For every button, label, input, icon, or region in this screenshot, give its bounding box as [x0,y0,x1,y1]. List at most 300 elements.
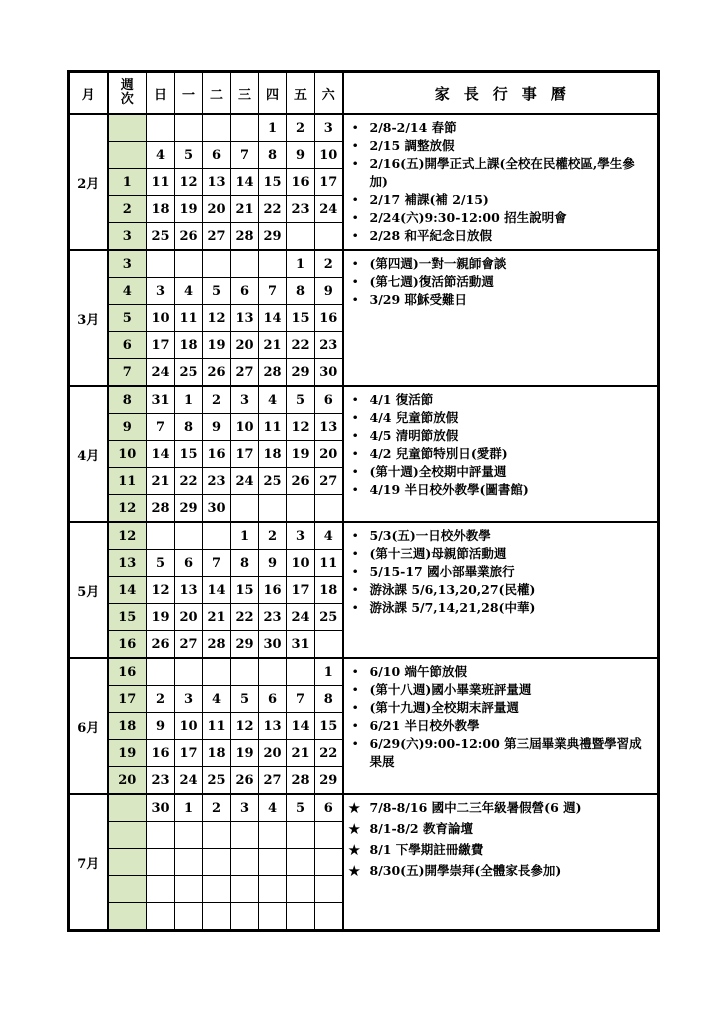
day-cell [259,903,287,931]
day-cell: 25 [315,604,343,631]
day-cell [315,822,343,849]
day-cell: 13 [175,577,203,604]
day-cell [203,822,231,849]
day-cell: 13 [203,169,231,196]
week-number: 2 [108,196,147,223]
day-cell: 6 [315,386,343,414]
day-cell: 4 [147,142,175,169]
week-number [108,903,147,931]
week-number: 5 [108,305,147,332]
week-number: 12 [108,522,147,550]
day-cell: 12 [175,169,203,196]
day-cell [231,849,259,876]
week-number: 12 [108,495,147,523]
day-cell: 4 [203,686,231,713]
day-cell: 13 [259,713,287,740]
day-cell: 15 [175,441,203,468]
day-cell [231,250,259,278]
day-cell: 25 [147,223,175,251]
week-row [69,794,659,822]
day-header-thu: 四 [259,72,287,115]
event-item: • 5/15-17 國小部畢業旅行 [348,563,654,581]
day-cell [175,876,203,903]
day-cell: 22 [287,332,315,359]
day-cell: 2 [315,250,343,278]
day-cell: 3 [147,278,175,305]
day-cell: 2 [147,686,175,713]
day-cell [147,250,175,278]
event-list [348,527,654,617]
day-cell: 27 [175,631,203,659]
day-cell: 13 [231,305,259,332]
week-number: 7 [108,359,147,387]
day-cell: 31 [147,386,175,414]
week-number [108,142,147,169]
month-label: 2月 [69,114,108,250]
day-cell: 18 [259,441,287,468]
day-cell [175,849,203,876]
month-column-header: 月 [69,72,108,115]
day-cell [287,903,315,931]
day-cell: 6 [203,142,231,169]
week-number: 19 [108,740,147,767]
week-number: 17 [108,686,147,713]
day-cell: 30 [147,794,175,822]
events-cell [343,386,659,522]
day-cell: 15 [287,305,315,332]
events-cell [343,114,659,250]
day-cell: 20 [175,604,203,631]
event-item: • 2/24(六)9:30-12:00 招生說明會 [348,209,654,227]
day-cell: 15 [315,713,343,740]
day-cell [259,658,287,686]
day-cell: 7 [287,686,315,713]
week-number: 11 [108,468,147,495]
month-label: 4月 [69,386,108,522]
month-label: 5月 [69,522,108,658]
day-cell: 5 [231,686,259,713]
event-item: • 6/10 端午節放假 [348,663,654,681]
day-cell: 17 [175,740,203,767]
week-row [69,386,659,414]
day-cell: 27 [315,468,343,495]
day-cell: 6 [175,550,203,577]
day-cell: 14 [203,577,231,604]
month-block [69,794,659,931]
events-cell [343,522,659,658]
day-cell: 9 [259,550,287,577]
day-cell: 25 [175,359,203,387]
week-header-top: 週 [120,78,134,93]
week-row [69,250,659,278]
day-cell: 20 [259,740,287,767]
day-cell: 10 [287,550,315,577]
week-number [108,849,147,876]
day-cell [287,223,315,251]
day-cell [203,849,231,876]
day-cell: 8 [259,142,287,169]
event-item: • 4/4 兒童節放假 [348,409,654,427]
day-cell: 27 [231,359,259,387]
day-cell: 10 [147,305,175,332]
day-cell: 14 [287,713,315,740]
week-column-header [108,72,147,115]
day-cell: 30 [259,631,287,659]
day-cell: 18 [203,740,231,767]
event-item: • 2/16(五)開學正式上課(全校在民權校區,學生參加) [348,155,654,191]
day-cell: 8 [315,686,343,713]
day-cell [147,114,175,142]
event-item: • 2/15 調整放假 [348,137,654,155]
event-list [348,799,654,880]
day-cell: 9 [287,142,315,169]
events-column-header: 家長行事曆 [343,72,659,115]
day-cell: 6 [231,278,259,305]
day-cell: 24 [175,767,203,795]
day-cell: 1 [175,386,203,414]
month-label: 7月 [69,794,108,931]
day-cell: 23 [147,767,175,795]
day-cell: 13 [315,414,343,441]
day-cell: 5 [287,386,315,414]
event-item: • 4/2 兒童節特別日(愛群) [348,445,654,463]
day-cell [175,903,203,931]
day-cell [147,822,175,849]
day-cell [175,250,203,278]
week-number: 16 [108,658,147,686]
day-cell: 11 [315,550,343,577]
day-cell: 11 [259,414,287,441]
day-cell: 22 [231,604,259,631]
day-cell: 30 [203,495,231,523]
day-cell: 12 [147,577,175,604]
event-item: • (第十九週)全校期末評量週 [348,699,654,717]
week-number [108,794,147,822]
day-cell: 1 [231,522,259,550]
event-item: ★ 7/8-8/16 國中二三年級暑假營(6 週) [348,799,654,817]
week-number [108,114,147,142]
day-cell [259,822,287,849]
week-number: 8 [108,386,147,414]
day-cell [315,876,343,903]
week-number: 10 [108,441,147,468]
day-cell: 16 [287,169,315,196]
day-cell: 18 [147,196,175,223]
day-cell: 3 [315,114,343,142]
day-cell: 1 [175,794,203,822]
day-cell: 20 [203,196,231,223]
event-item: • 4/5 清明節放假 [348,427,654,445]
day-cell [315,495,343,523]
day-cell [315,631,343,659]
day-cell [203,903,231,931]
event-item: • 4/19 半日校外教學(圖書館) [348,481,654,499]
week-row [69,114,659,142]
day-cell [259,849,287,876]
day-cell: 5 [175,142,203,169]
day-cell: 11 [203,713,231,740]
day-cell: 4 [259,386,287,414]
day-cell: 24 [231,468,259,495]
day-cell [315,223,343,251]
day-cell: 8 [287,278,315,305]
day-cell: 26 [231,767,259,795]
day-cell: 2 [203,794,231,822]
day-cell [231,903,259,931]
events-cell [343,250,659,386]
day-cell [315,903,343,931]
day-cell: 27 [203,223,231,251]
week-number: 13 [108,550,147,577]
day-cell: 30 [315,359,343,387]
day-cell: 19 [203,332,231,359]
day-cell: 8 [175,414,203,441]
month-block [69,658,659,794]
day-cell: 24 [315,196,343,223]
day-cell: 18 [175,332,203,359]
event-item: • (第十三週)母親節活動週 [348,545,654,563]
event-item: • 2/17 補課(補 2/15) [348,191,654,209]
day-cell: 29 [175,495,203,523]
day-cell: 12 [287,414,315,441]
header-row [69,72,659,115]
day-cell: 21 [259,332,287,359]
event-item: ★ 8/30(五)開學崇拜(全體家長參加) [348,862,654,880]
day-cell [231,822,259,849]
event-item: • (第七週)復活節活動週 [348,273,654,291]
month-label: 3月 [69,250,108,386]
day-cell: 1 [259,114,287,142]
day-cell [287,658,315,686]
day-cell [147,876,175,903]
week-number: 4 [108,278,147,305]
event-item: ★ 8/1 下學期註冊繳費 [348,841,654,859]
day-cell: 27 [259,767,287,795]
day-cell [203,114,231,142]
day-cell [287,822,315,849]
day-cell: 28 [287,767,315,795]
day-cell [147,522,175,550]
day-cell: 23 [203,468,231,495]
day-cell: 21 [203,604,231,631]
day-cell: 29 [315,767,343,795]
day-cell: 2 [203,386,231,414]
day-cell: 3 [231,794,259,822]
day-cell [175,522,203,550]
day-cell: 25 [203,767,231,795]
day-cell: 7 [259,278,287,305]
event-item: • 游泳課 5/7,14,21,28(中華) [348,599,654,617]
day-cell: 3 [231,386,259,414]
day-cell: 25 [259,468,287,495]
day-cell [259,876,287,903]
events-cell [343,794,659,931]
event-item: • 4/1 復活節 [348,391,654,409]
parent-calendar-table [67,70,660,932]
day-cell: 5 [147,550,175,577]
day-cell: 17 [147,332,175,359]
day-cell: 11 [175,305,203,332]
day-cell: 28 [231,223,259,251]
day-cell: 15 [231,577,259,604]
event-item: • 3/29 耶穌受難日 [348,291,654,309]
day-header-sun: 日 [147,72,175,115]
event-item: • 5/3(五)一日校外教學 [348,527,654,545]
day-header-fri: 五 [287,72,315,115]
day-cell [287,876,315,903]
day-cell: 15 [259,169,287,196]
day-cell: 14 [231,169,259,196]
day-cell [231,114,259,142]
day-cell: 5 [287,794,315,822]
week-number: 16 [108,631,147,659]
day-cell: 16 [315,305,343,332]
day-cell [231,876,259,903]
month-block [69,522,659,658]
day-cell: 5 [203,278,231,305]
day-cell: 29 [287,359,315,387]
event-item: • (第四週)一對一親師會談 [348,255,654,273]
event-list [348,663,654,771]
day-cell [175,658,203,686]
day-cell: 10 [175,713,203,740]
day-cell: 6 [315,794,343,822]
day-cell [259,250,287,278]
day-cell: 4 [315,522,343,550]
event-item: • (第十週)全校期中評量週 [348,463,654,481]
day-cell: 6 [259,686,287,713]
day-cell: 26 [203,359,231,387]
week-row [69,522,659,550]
day-cell: 26 [147,631,175,659]
week-row [69,658,659,686]
week-number: 18 [108,713,147,740]
month-label: 6月 [69,658,108,794]
event-item: • (第十八週)國小畢業班評量週 [348,681,654,699]
day-cell: 17 [231,441,259,468]
month-block [69,114,659,250]
day-cell: 23 [287,196,315,223]
event-item: ★ 8/1-8/2 教育論壇 [348,820,654,838]
day-header-tue: 二 [203,72,231,115]
day-cell: 10 [231,414,259,441]
day-cell: 16 [203,441,231,468]
day-cell: 7 [147,414,175,441]
day-cell: 1 [315,658,343,686]
day-cell: 18 [315,577,343,604]
day-cell: 9 [315,278,343,305]
event-list [348,391,654,499]
event-list [348,255,654,309]
day-header-wed: 三 [231,72,259,115]
day-cell: 19 [175,196,203,223]
day-cell: 29 [259,223,287,251]
day-cell: 19 [287,441,315,468]
day-cell: 9 [203,414,231,441]
day-cell: 22 [315,740,343,767]
day-cell [203,876,231,903]
day-cell: 12 [203,305,231,332]
day-cell [203,250,231,278]
week-number [108,822,147,849]
week-number [108,876,147,903]
week-number: 6 [108,332,147,359]
week-number: 1 [108,169,147,196]
day-cell: 28 [259,359,287,387]
day-cell [203,658,231,686]
week-number: 14 [108,577,147,604]
day-cell [147,658,175,686]
day-cell: 9 [147,713,175,740]
day-cell: 22 [175,468,203,495]
day-cell: 2 [259,522,287,550]
week-number: 3 [108,250,147,278]
day-cell [203,522,231,550]
month-block [69,386,659,522]
day-cell: 23 [315,332,343,359]
event-item: • 6/29(六)9:00-12:00 第三屆畢業典禮暨學習成果展 [348,735,654,771]
day-cell: 7 [203,550,231,577]
day-cell: 4 [259,794,287,822]
day-cell [231,658,259,686]
day-header-mon: 一 [175,72,203,115]
day-cell: 23 [259,604,287,631]
week-number: 3 [108,223,147,251]
day-cell: 22 [259,196,287,223]
event-item: • 6/21 半日校外教學 [348,717,654,735]
day-cell: 29 [231,631,259,659]
day-cell [287,495,315,523]
event-item: • 2/8-2/14 春節 [348,119,654,137]
day-cell [231,495,259,523]
day-cell [147,903,175,931]
day-cell: 14 [259,305,287,332]
day-cell: 20 [315,441,343,468]
event-item: • 游泳課 5/6,13,20,27(民權) [348,581,654,599]
day-cell: 19 [147,604,175,631]
day-cell: 7 [231,142,259,169]
events-cell [343,658,659,794]
day-cell [287,849,315,876]
week-number: 20 [108,767,147,795]
event-item: • 2/28 和平紀念日放假 [348,227,654,245]
day-cell: 21 [147,468,175,495]
day-cell: 19 [231,740,259,767]
day-cell: 14 [147,441,175,468]
day-cell [147,849,175,876]
day-cell [315,849,343,876]
day-cell: 20 [231,332,259,359]
day-cell [259,495,287,523]
day-cell: 2 [287,114,315,142]
day-cell [175,822,203,849]
day-cell: 26 [175,223,203,251]
day-cell [175,114,203,142]
day-cell: 31 [287,631,315,659]
day-cell: 17 [315,169,343,196]
day-cell: 21 [231,196,259,223]
day-cell: 12 [231,713,259,740]
day-cell: 17 [287,577,315,604]
day-header-sat: 六 [315,72,343,115]
week-header-bottom: 次 [120,92,134,107]
day-cell: 24 [147,359,175,387]
event-list [348,119,654,245]
month-block [69,250,659,386]
day-cell: 28 [203,631,231,659]
day-cell: 28 [147,495,175,523]
day-cell: 16 [259,577,287,604]
